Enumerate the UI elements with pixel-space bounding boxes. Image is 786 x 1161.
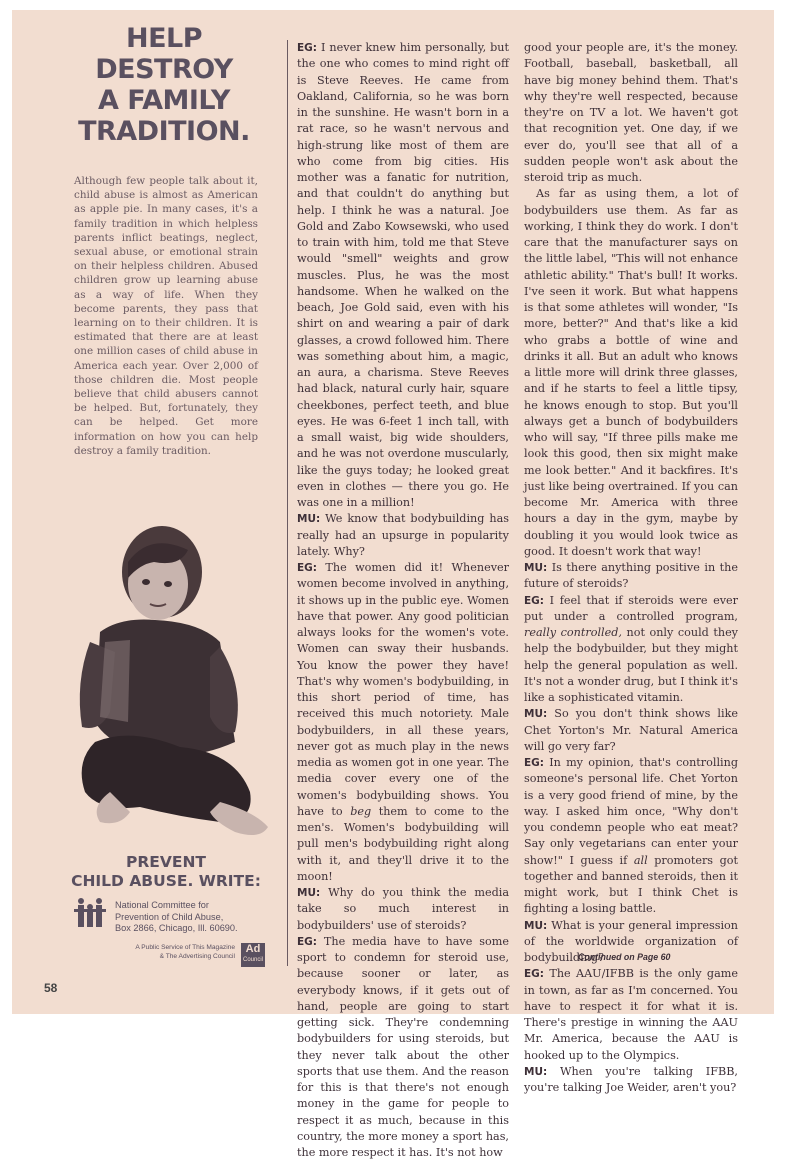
paragraph-text: We know that bodybuilding has really had an upsurge in popularity lately. Why? bbox=[297, 512, 509, 558]
continued-note: Continued on Page 60 bbox=[578, 952, 671, 962]
emphasis-text: really controlled, bbox=[524, 626, 622, 639]
psa-line: & The Advertising Council bbox=[159, 952, 235, 960]
prevent-heading bbox=[60, 853, 272, 891]
ad-logo-text: Ad bbox=[245, 943, 261, 955]
interview-paragraph bbox=[524, 1064, 738, 1097]
emphasis-text: all bbox=[633, 853, 648, 867]
interview-paragraph bbox=[524, 966, 738, 1064]
paragraph-text: promoters got together and banned steroids, then it might work, but I think Chet is fighting a losing battle. bbox=[524, 853, 738, 916]
speaker-label: MU: bbox=[297, 887, 321, 899]
speaker-label: MU: bbox=[524, 562, 548, 574]
paragraph-text: In my opinion, that's controlling someone's personal life. Chet Yorton is a very good friend of mine, by the way. I asked him once, "Why don't you condemn people who eat meat? Say only vegetarians can enter your show!" I guess if bbox=[524, 756, 738, 867]
paragraph-text: Is there anything positive in the future of steroids? bbox=[524, 561, 738, 591]
ad-council-logo bbox=[241, 943, 265, 967]
interview-column-1 bbox=[297, 40, 509, 1161]
speaker-label: EG: bbox=[524, 757, 544, 769]
paragraph-text: Why do you think the media take so much interest in bodybuilders' use of steroids? bbox=[297, 886, 509, 932]
speaker-label: EG: bbox=[297, 562, 317, 574]
paragraph-text: them to come to the men's. Women's bodybuilding will pull men's bodybuilding right along with it, and they'll drive it to the moon! bbox=[297, 804, 509, 883]
interview-paragraph bbox=[297, 511, 509, 560]
public-service-credit bbox=[100, 944, 235, 961]
ad-body-text: Although few people talk about it, child abuse is almost as American as apple pie. In many cases, it's a family tradition in which helpless parents inflict beatings, neglect, sexual abuse, or emotional strain on their helpless children. Abused children grow up learning abuse as a way of life. When they become parents, they pass that learning on to their children. It is estimated that there are at least one million cases of child abuse in America each year. Over 2,000 of those children die. Most people believe that child abusers cannot be helped. But, fortunately, they can be helped. Get more information on how you can help destroy a family tradition. bbox=[74, 175, 258, 457]
interview-column-2 bbox=[524, 40, 738, 1096]
interview-paragraph bbox=[524, 560, 738, 593]
child-photo bbox=[70, 522, 275, 852]
interview-paragraph bbox=[524, 593, 738, 707]
interview-paragraph bbox=[524, 186, 738, 560]
interview-paragraph bbox=[297, 934, 509, 1161]
paragraph-text: I never knew him personally, but the one who comes to mind right off is Steve Reeves. He came from Oakland, California, so he was born in the sunshine. He wasn't born in a rat race, so he wasn't nervous and high-strung like most of them are who come from big cities. His mother was a fanatic for nutrition, and that couldn't do anything but help. I think he was a natural. Joe Gold and Zabo Kowsewski, who used to train with him, told me that Steve would "smell" weights and grow muscles. Plus, he was the most handsome. When he walked on the beach, Joe Gold said, even with his shirt on and wearing a pair of dark glasses, a crowd followed him. There was something about him, a magic, an aura, a charisma. Steve Reeves had black, natural curly hair, square cheekbones, perfect teeth, and blue eyes. He was 6-feet 1 inch tall, with a small waist, big wide shoulders, and he was not overdone muscularly, like the guys today; he looked great even in clothes — there you go. He was one in a million! bbox=[297, 41, 509, 509]
paragraph-text: The AAU/IFBB is the only game in town, as far as I'm concerned. You have to respect it for what it is. There's prestige in winning the AAU Mr. America, because the AAU is hooked up to the Olympics. bbox=[524, 967, 738, 1062]
psa-line: A Public Service of This Magazine bbox=[135, 944, 235, 951]
paragraph-text: good your people are, it's the money. Football, baseball, basketball, all have big money behind them. That's why they're well respected, because they're on TV a lot. We haven't got that recognition yet. One day, if we ever do, you'll see that all of a sudden people won't ask about the steroid trip as much. bbox=[524, 41, 738, 184]
speaker-label: EG: bbox=[524, 594, 544, 607]
paragraph-text: When you're talking IFBB, you're talking Joe Weider, aren't you? bbox=[524, 1064, 738, 1094]
organization-address bbox=[115, 900, 275, 935]
speaker-label: MU: bbox=[524, 1065, 548, 1078]
interview-paragraph bbox=[524, 755, 738, 918]
prevent-line: CHILD ABUSE. WRITE: bbox=[71, 872, 261, 890]
speaker-label: MU: bbox=[524, 919, 548, 932]
address-line: National Committee for bbox=[115, 900, 209, 910]
paragraph-text: As far as using them, a lot of bodybuilders use them. As far as working, I think they do work. I don't care that the manufacturer says on the little label, "This will not enhance athletic ability." That's bull! It works. I've seen it work. But what happens is that some athletes will wonder, "Is more, better?" And that's like a kid who grabs a bottle of wine and drinks it all. But an adult who knows a little more will drink three glasses, and if he starts to feel a little tipsy, he knows enough to stop. But you'll always get a bunch of bodybuilders who will say, "If three pills make me look this good, then six might make me look better." And it backfires. It's just like being overtrained. If you can become Mr. America with three hours a day in the gym, maybe by doubling it you would look twice as good. It doesn't work that way! bbox=[524, 187, 738, 558]
headline-line: A FAMILY bbox=[97, 85, 230, 116]
paragraph-text: So you don't think shows like Chet Yorton's Mr. Natural America will go very far? bbox=[524, 707, 738, 753]
page-number: 58 bbox=[44, 981, 58, 995]
speaker-label: EG: bbox=[297, 42, 317, 54]
interview-paragraph bbox=[524, 706, 738, 755]
interview-paragraph bbox=[297, 560, 509, 885]
paragraph-text: The women did it! Whenever women become involved in anything, it shows up in the public eye. Women have that power. Any good politician always looks for the women's vote. Women can sway their husbands. You know the power they have! That's why women's bodybuilding, in this short period of time, has received this much notoriety. Male bodybuilders, in all these years, never got as much play in the news media as women got in one year. The media cover every one of the women's bodybuilding shows. You have to bbox=[297, 561, 509, 818]
prevent-line: PREVENT bbox=[125, 853, 206, 871]
speaker-label: EG: bbox=[297, 935, 317, 948]
paragraph-text: The media have to have some sport to condemn for steroid use, because sooner or later, as everybody knows, if it gets out of hand, people are going to start getting sick. They're condemning bodybuilders for using steroids, but they never talk about the other sports that use them. And the reason for this is that there's not enough money in the game for people to respect it as much, because in this country, the more money a sport has, the more respect it has. It's not how bbox=[297, 934, 509, 1159]
headline-line: TRADITION. bbox=[78, 116, 250, 147]
address-line: Box 2866, Chicago, Ill. 60690. bbox=[115, 923, 238, 933]
speaker-label: MU: bbox=[297, 513, 321, 526]
paragraph-text: I feel that if steroids were ever put under a controlled program, bbox=[524, 593, 738, 623]
speaker-label: MU: bbox=[524, 708, 548, 721]
headline-line: HELP bbox=[125, 23, 203, 54]
ad-headline bbox=[48, 23, 280, 147]
child-abuse-committee-logo-icon bbox=[72, 895, 108, 931]
interview-paragraph bbox=[524, 40, 738, 186]
interview-paragraph bbox=[297, 40, 509, 511]
speaker-label: EG: bbox=[524, 968, 544, 981]
interview-paragraph bbox=[297, 885, 509, 934]
column-divider bbox=[287, 40, 288, 966]
ad-logo-subtext: Council bbox=[242, 957, 263, 963]
headline-line: DESTROY bbox=[95, 54, 233, 85]
paragraph-text: What is your general impression of the worldwide organization of bodybuilding? bbox=[524, 918, 738, 964]
emphasis-text: beg bbox=[350, 804, 372, 818]
paragraph-text: not only could they help the bodybuilder, but they might help the general population as well. It's not a wonder drug, but I think it's like a sophisticated vitamin. bbox=[524, 626, 739, 704]
address-line: Prevention of Child Abuse, bbox=[115, 911, 224, 922]
